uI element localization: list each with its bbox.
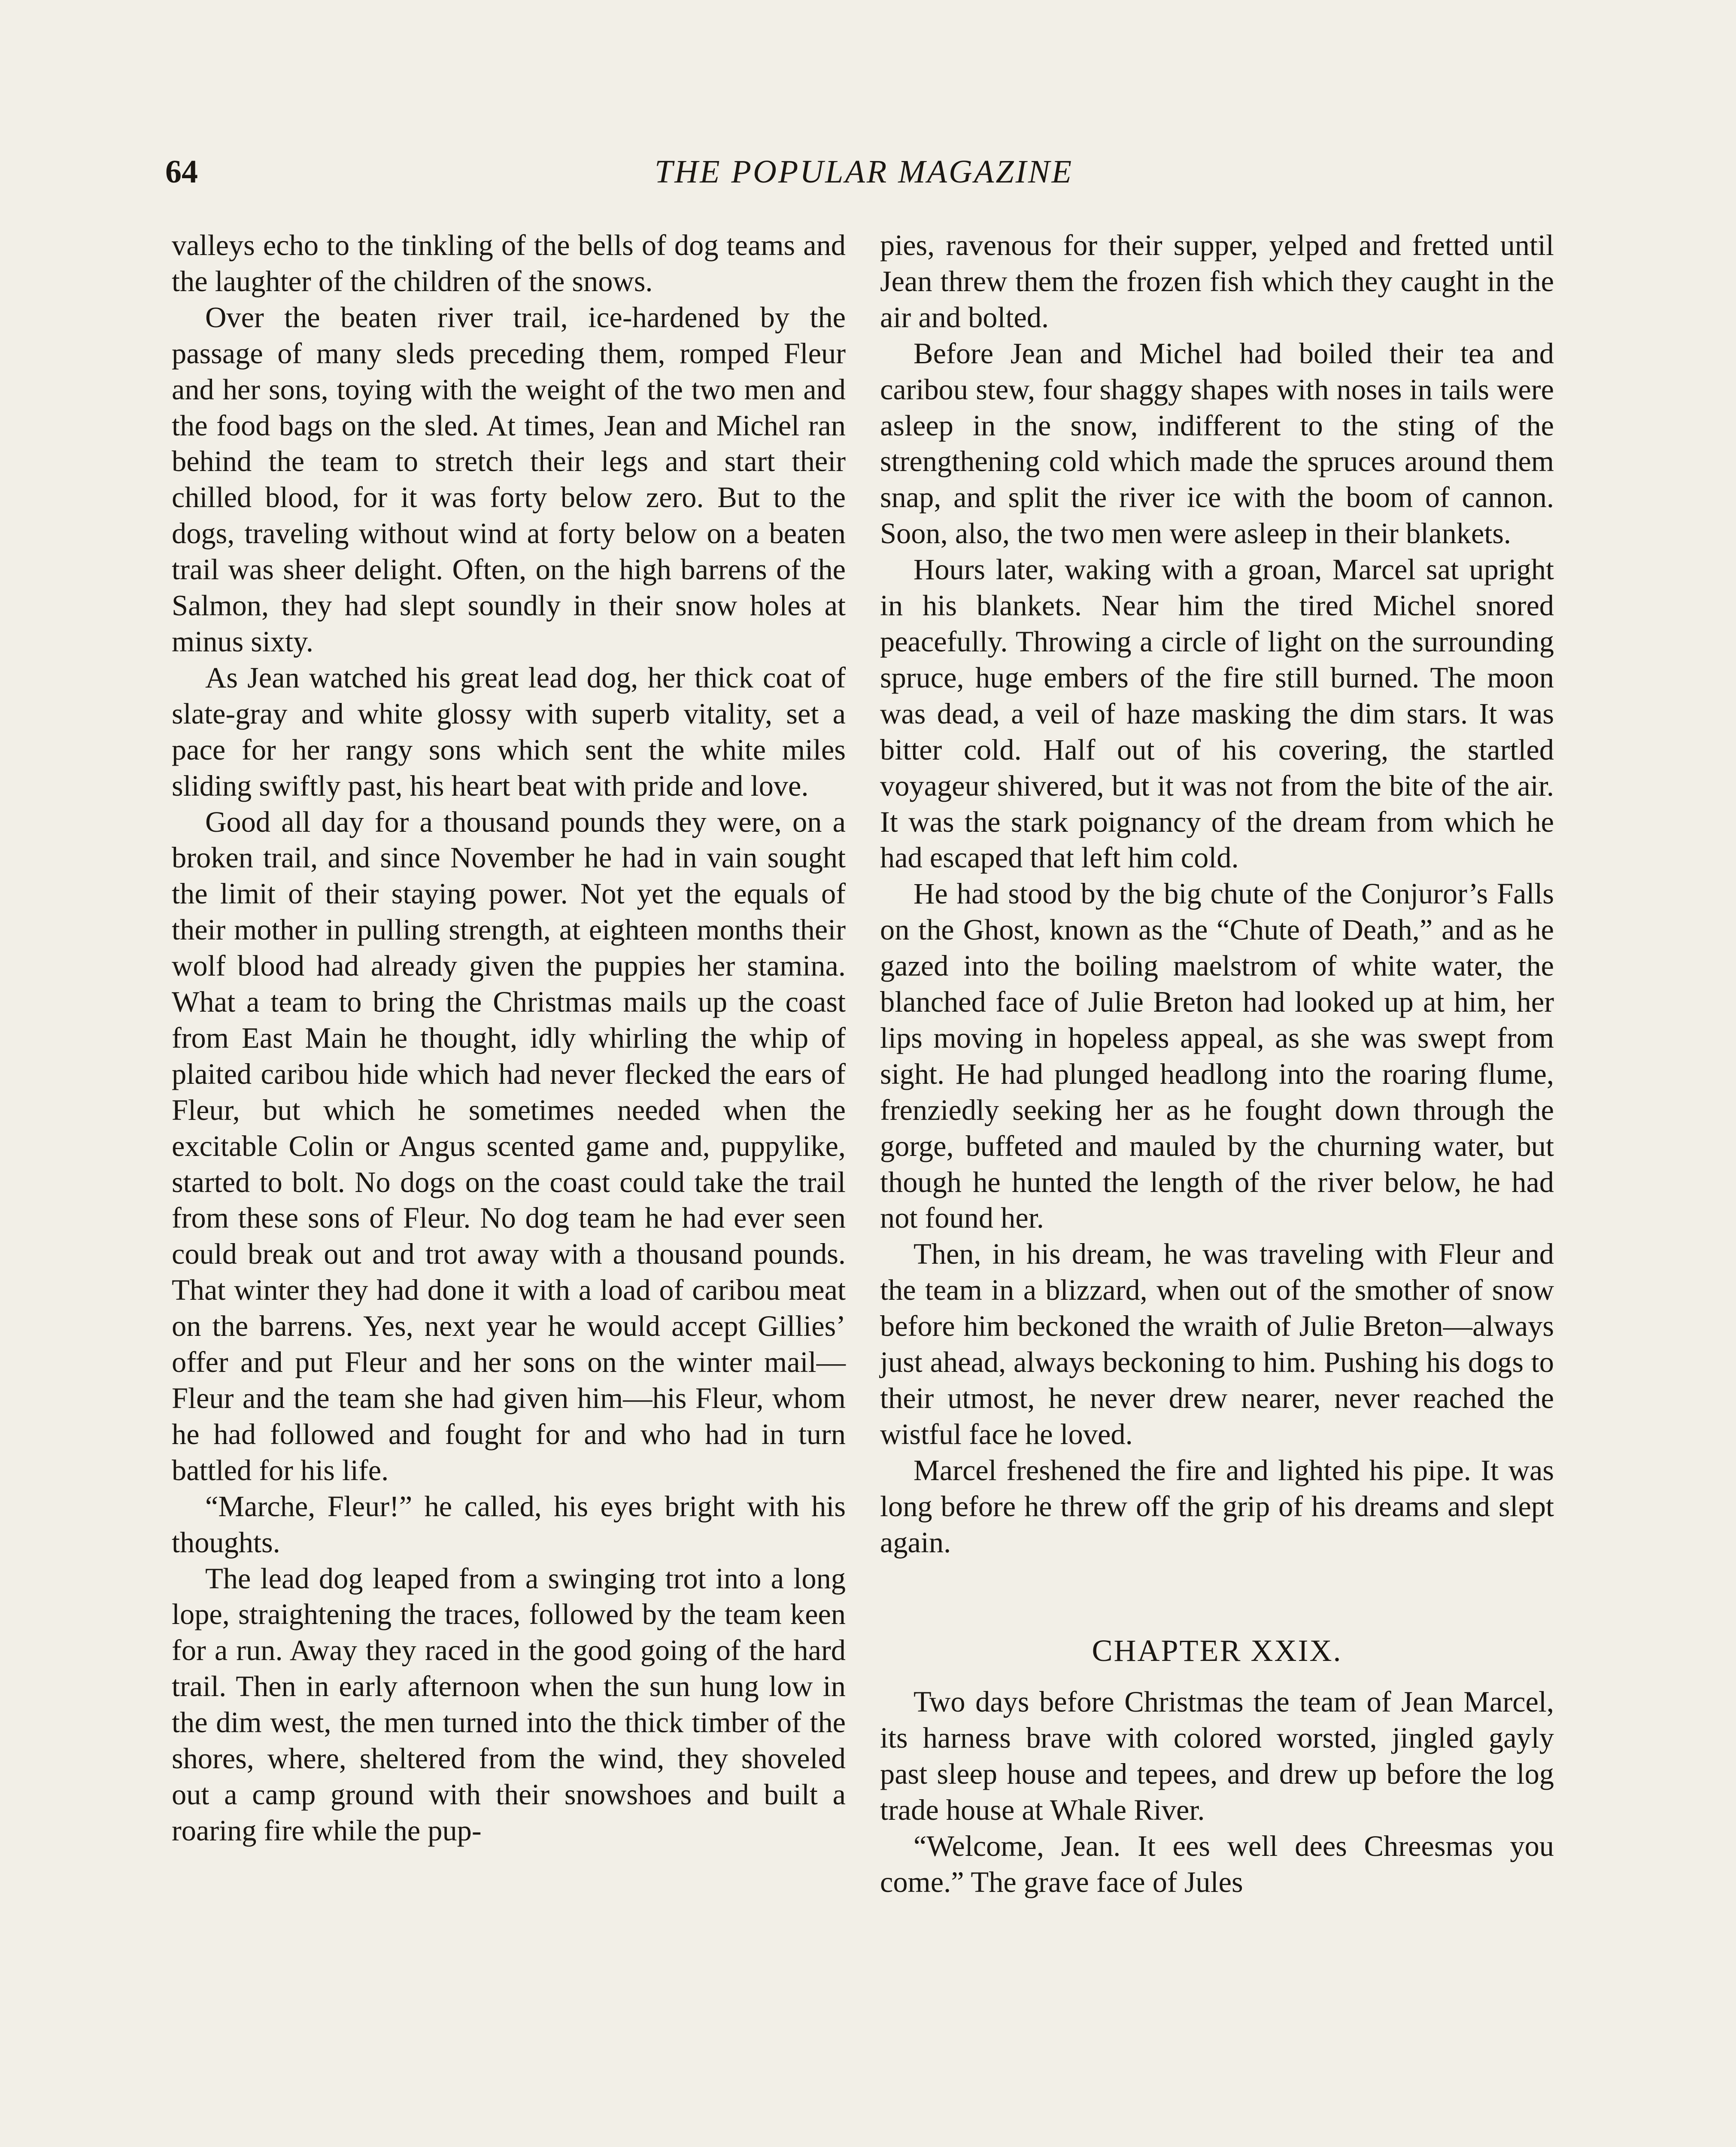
paragraph: “Marche, Fleur!” he called, his eyes bright with his thoughts. <box>172 1490 846 1559</box>
paragraph: Two days before Christmas the team of Jean Marcel, its harness brave with colored worsted, jingled gayly past sleep house and tepees, and drew up before the log trade house at Whale River. <box>880 1685 1554 1827</box>
paragraph: Marcel freshened the fire and lighted his pipe. It was long before he threw off the grip of his dreams and slept again. <box>880 1454 1554 1559</box>
paragraph: Then, in his dream, he was traveling with Fleur and the team in a blizzard, when out of the smother of snow before him beckoned the wraith of Julie Breton—always just ahead, always beckoning to him. Pushing his dogs to their utmost, he never drew nearer, never reached the wistful face he loved. <box>880 1238 1554 1451</box>
chapter-heading: CHAPTER XXIX. <box>1092 1633 1342 1668</box>
paragraph: “Welcome, Jean. It ees well dees Chreesmas you come.” The grave face of Jules <box>880 1830 1554 1898</box>
paragraph: Good all day for a thousand pounds they were, on a broken trail, and since November he had in vain sought the limit of their staying power. Not yet the equals of their mother in pulling strength, at eighteen months their wolf blood had already given the puppies her stamina. What a team to bring the Christmas mails up the coast from East Main he thought, idly whirling the whip of plaited caribou hide which had never flecked the ears of Fleur, but which he sometimes needed when the excitable Colin or Angus scented game and, puppylike, started to bolt. No dogs on the coast could take the trail from these sons of Fleur. No dog team he had ever seen could break out and trot away with a thousand pounds. That winter they had done it with a load of caribou meat on the barrens. Yes, next year he would accept Gillies’ offer and put Fleur and her sons on the winter mail—Fleur and the team she had given him—his Fleur, whom he had followed and fought for and who had in turn battled for his life. <box>172 805 846 1487</box>
paragraph: Over the beaten river trail, ice-hardened by the passage of many sleds preceding them, romped Fleur and her sons, toying with the weight of the two men and the food bags on the sled. At times, Jean and Michel ran behind the team to stretch their legs and start their chilled blood, for it was forty below zero. But to the dogs, traveling without wind at forty below on a beaten trail was sheer delight. Often, on the high barrens of the Salmon, they had slept soundly in their snow holes at minus sixty. <box>172 301 846 658</box>
page-number: 64 <box>165 154 198 190</box>
running-title: THE POPULAR MAGAZINE <box>654 154 1074 190</box>
left-column <box>172 228 846 1849</box>
paragraph: Hours later, waking with a groan, Marcel sat upright in his blankets. Near him the tired Michel snored peacefully. Throwing a circle of light on the surrounding spruce, huge embers of the fire still burned. The moon was dead, a veil of haze masking the dim stars. It was bitter cold. Half out of his covering, the startled voyageur shivered, but it was not from the bite of the air. It was the stark poignancy of the dream from which he had escaped that left him cold. <box>880 553 1554 874</box>
paragraph: The lead dog leaped from a swinging trot into a long lope, straightening the traces, followed by the team keen for a run. Away they raced in the good going of the hard trail. Then in early afternoon when the sun hung low in the dim west, the men turned into the thick timber of the shores, where, sheltered from the wind, they shoveled out a camp ground with their snowshoes and built a roaring fire while the pup- <box>172 1562 846 1847</box>
paragraph: He had stood by the big chute of the Conjuror’s Falls on the Ghost, known as the “Chute of Death,” and as he gazed into the boiling maelstrom of white water, the blanched face of Julie Breton had looked up at him, her lips moving in hopeless appeal, as she was swept from sight. He had plunged headlong into the roaring flume, frenziedly seeking her as he fought down through the gorge, buffeted and mauled by the churning water, but though he hunted the length of the river below, he had not found her. <box>880 877 1554 1235</box>
paragraph: valleys echo to the tinkling of the bells of dog teams and the laughter of the children of the snows. <box>172 229 846 298</box>
paragraph: pies, ravenous for their supper, yelped and fretted until Jean threw them the frozen fish which they caught in the air and bolted. <box>880 229 1554 334</box>
page-header <box>165 146 1563 198</box>
paragraph: Before Jean and Michel had boiled their tea and caribou stew, four shaggy shapes with noses in tails were asleep in the snow, indifferent to the sting of the strengthening cold which made the spruces around them snap, and split the river ice with the boom of cannon. Soon, also, the two men were asleep in their blankets. <box>880 337 1554 550</box>
paragraph: As Jean watched his great lead dog, her thick coat of slate-gray and white glossy with superb vitality, set a pace for her rangy sons which sent the white miles sliding swiftly past, his heart beat with pride and love. <box>172 661 846 802</box>
right-column <box>880 228 1554 1901</box>
